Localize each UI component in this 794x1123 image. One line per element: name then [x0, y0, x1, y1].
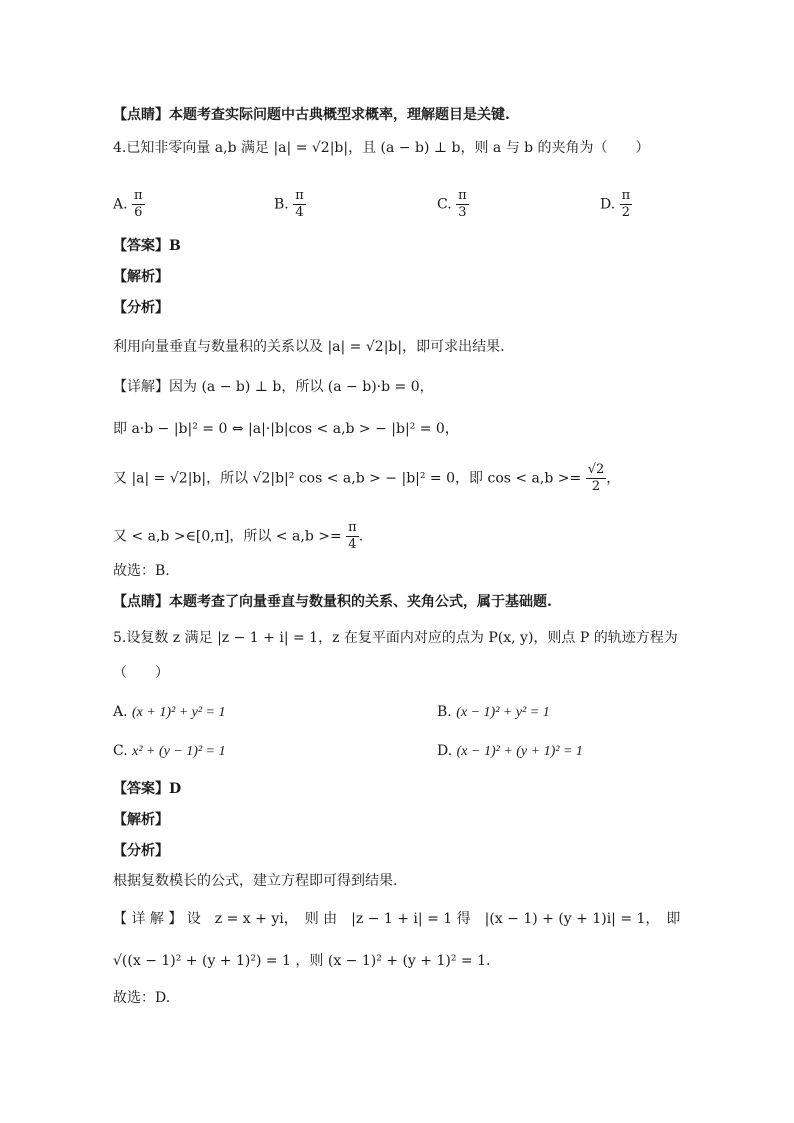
- q5-analysis-sub: 【分析】: [113, 843, 169, 859]
- q4-comment: 【点睛】本题考查了向量垂直与数量积的关系、夹角公式，属于基础题.: [113, 594, 552, 610]
- q5-analysis-text: 根据复数模长的公式，建立方程即可得到结果.: [113, 873, 398, 889]
- q5-option-b: B. (x − 1)² + y² = 1: [437, 704, 550, 720]
- q5-analysis-title: 【解析】: [113, 812, 169, 828]
- q4-detail-2: 即 a·b − |b|² = 0 ⇔ |a|·|b|cos < a,b > − |b|² = 0，: [113, 421, 459, 437]
- q4-stem: 4.已知非零向量 a,b 满足 |a| = √2|b|，且 (a − b) ⊥ b，则 a 与 b 的夹角为（ ）: [113, 140, 650, 156]
- q4-option-d: D. $\frac{\pi}{2}$: [600, 188, 631, 220]
- q5-stem-paren: （ ）: [113, 665, 169, 681]
- q5-option-a: A. (x + 1)² + y² = 1: [113, 704, 226, 720]
- q5-detail-1: 【 详 解 】 设 z = x + yi， 则 由 |z − 1 + i| = 1 得 |(x − 1) + (y + 1)i| = 1， 即: [113, 911, 681, 927]
- q4-detail-4: 又 < a,b >∈[0,π]，所以 < a,b >= $\frac{\pi}{4}$ .: [113, 520, 364, 552]
- q4-answer: 【答案】B: [113, 238, 181, 254]
- q4-option-b: B. $\frac{\pi}{4}$: [274, 188, 304, 220]
- q4-detail-3: 又 |a| = √2|b|，所以 √2|b|² cos < a,b > − |b|² = 0，即 cos < a,b >= $\frac{√2}{2}$ ，: [113, 462, 621, 494]
- q3-comment: 【点睛】本题考查实际问题中古典概型求概率，理解题目是关键.: [113, 107, 510, 123]
- q4-analysis-text: 利用向量垂直与数量积的关系以及 |a| = √2|b|，即可求出结果.: [113, 339, 505, 355]
- q5-option-c: C. x² + (y − 1)² = 1: [113, 743, 226, 759]
- q4-conclusion: 故选：B.: [113, 563, 170, 579]
- q4-option-a: A. $\frac{\pi}{6}$: [113, 188, 143, 220]
- q4-option-c: C. $\frac{\pi}{3}$: [437, 188, 467, 220]
- q5-answer: 【答案】D: [113, 781, 182, 797]
- q5-detail-2: √((x − 1)² + (y + 1)²) = 1 ，则 (x − 1)² + (y + 1)² = 1.: [113, 953, 491, 969]
- q5-option-d: D. (x − 1)² + (y + 1)² = 1: [437, 743, 583, 759]
- q5-stem: 5.设复数 z 满足 |z − 1 + i| = 1，z 在复平面内对应的点为 P(x, y)，则点 P 的轨迹方程为: [113, 630, 678, 646]
- q4-analysis-sub: 【分析】: [113, 300, 169, 316]
- q4-detail-1: 【详解】因为 (a − b) ⊥ b，所以 (a − b)·b = 0，: [113, 379, 434, 395]
- q4-analysis-title: 【解析】: [113, 269, 169, 285]
- q5-conclusion: 故选：D.: [113, 990, 171, 1006]
